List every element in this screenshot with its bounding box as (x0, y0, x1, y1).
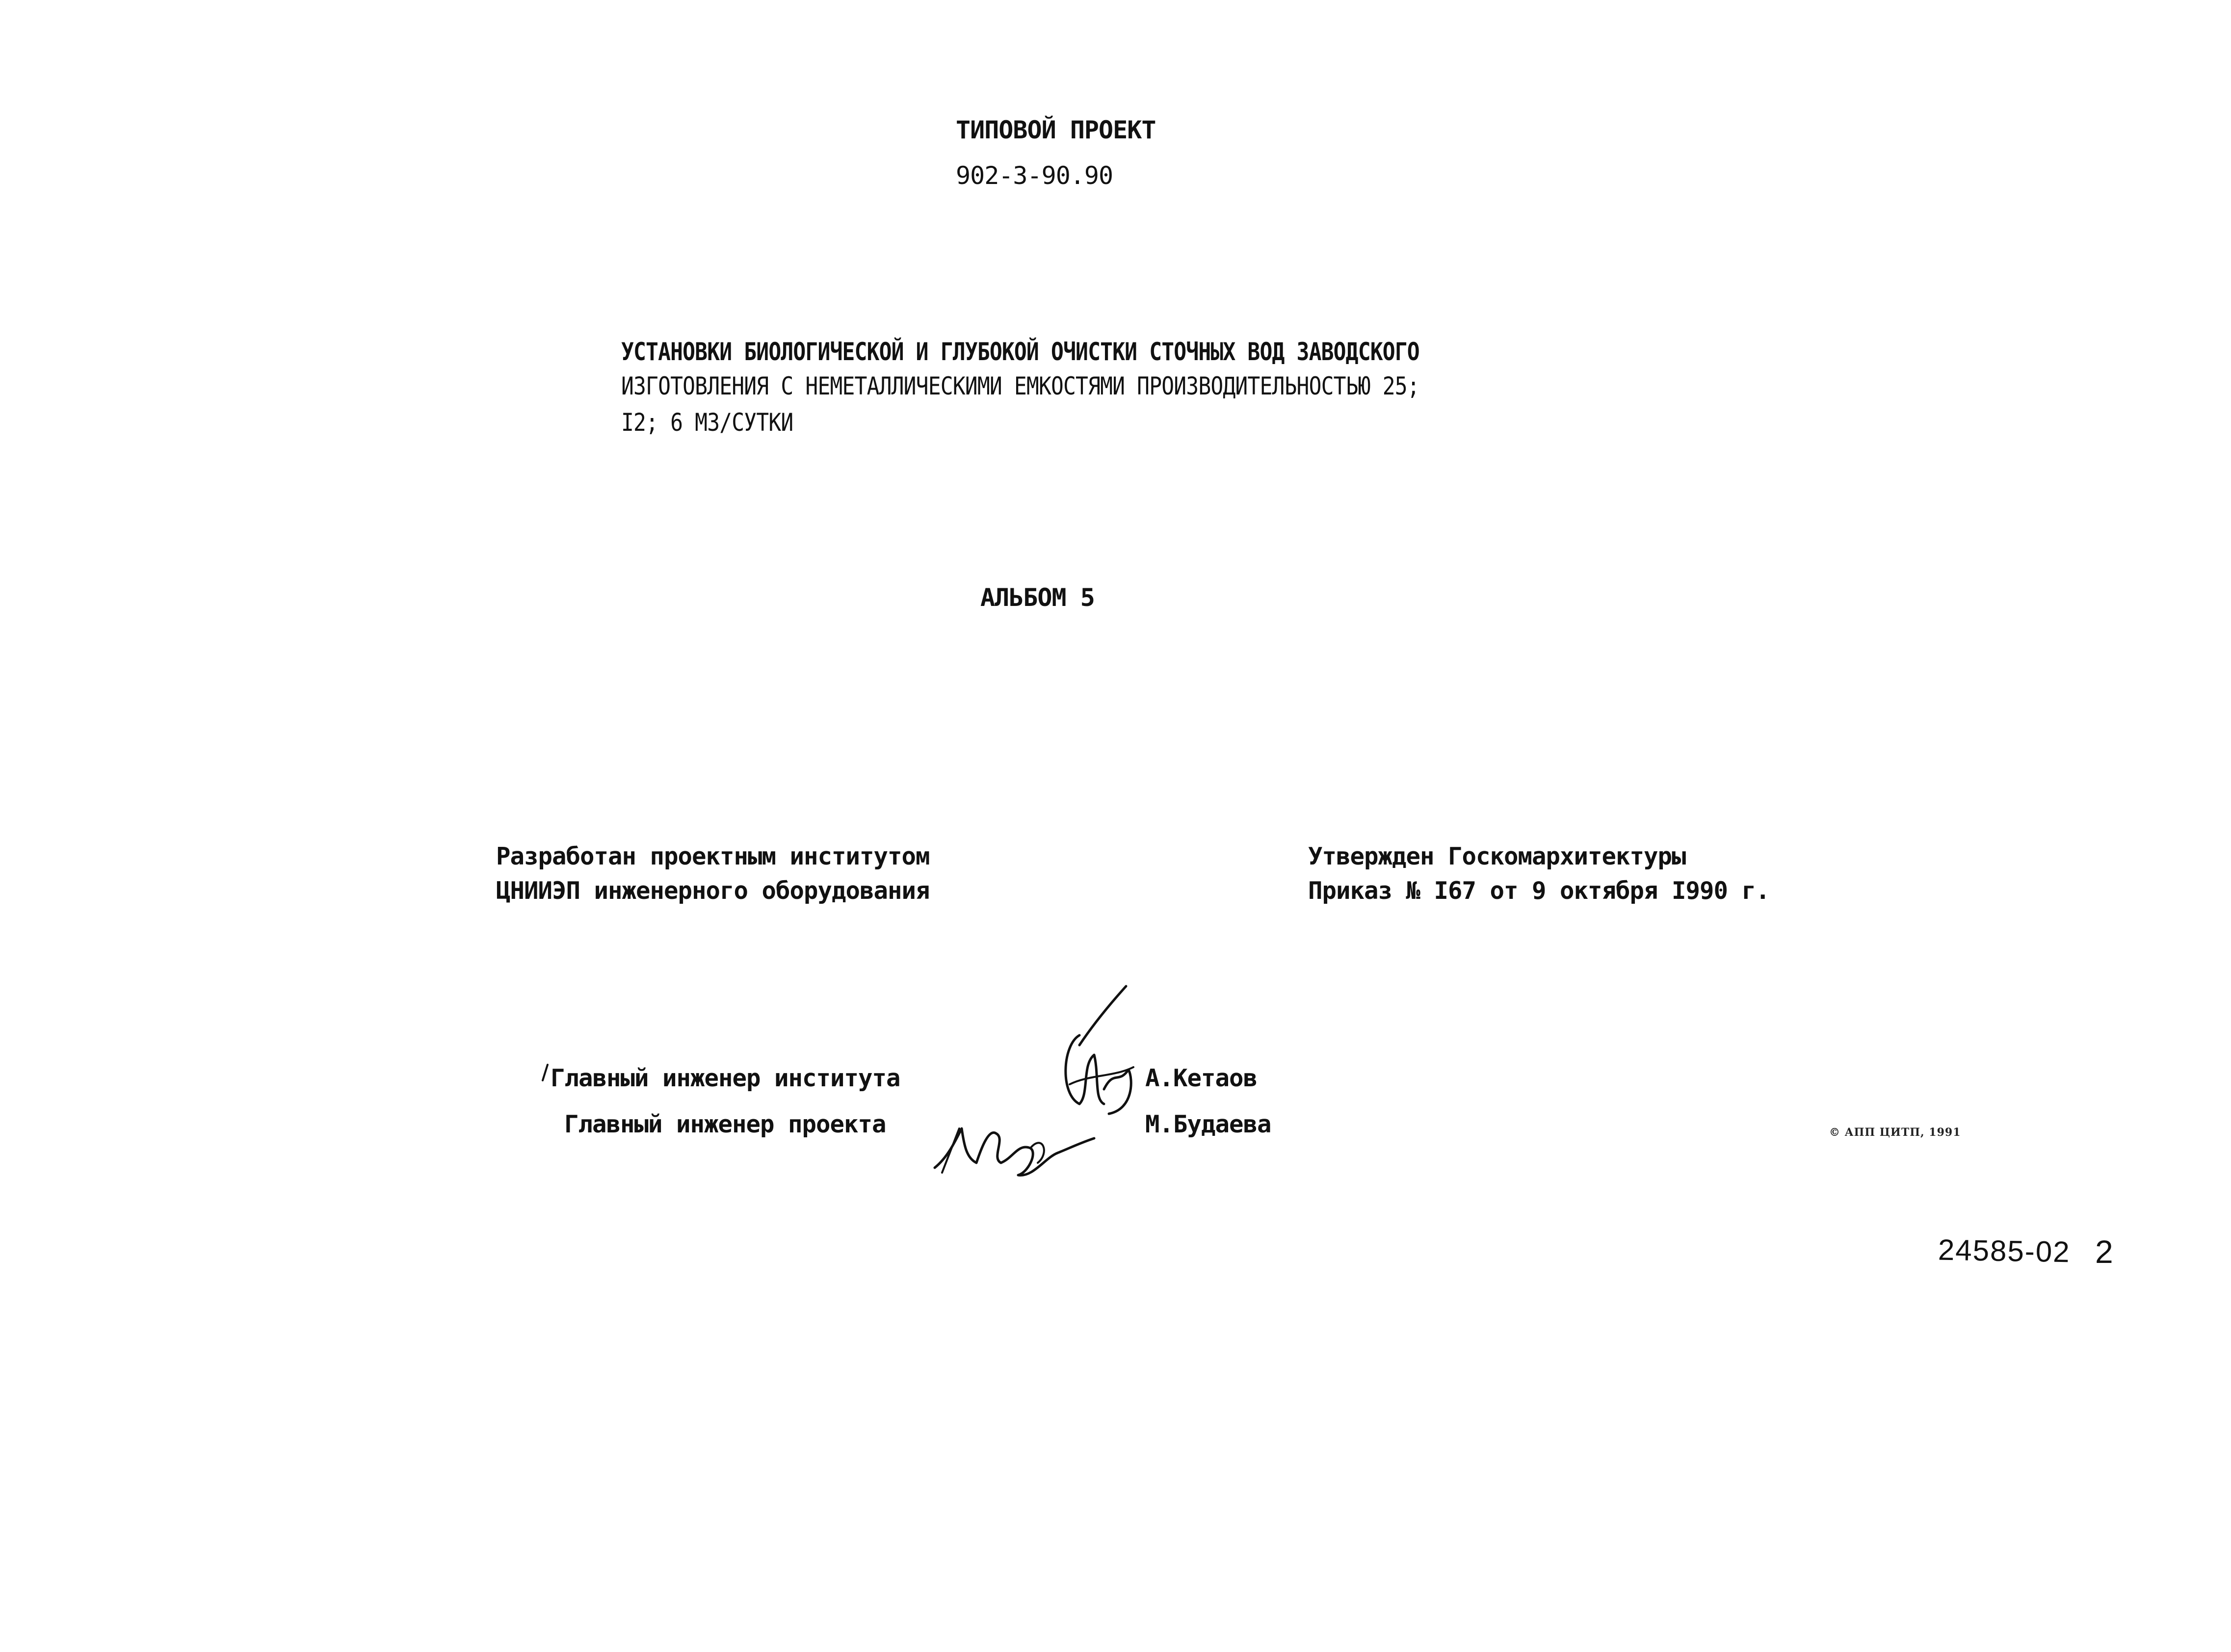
approval-line-2: Приказ № I67 от 9 октября I990 г. (1308, 877, 1770, 905)
project-title-line-1: УСТАНОВКИ БИОЛОГИЧЕСКОЙ И ГЛУБОКОЙ ОЧИСТКИ СТОЧНЫХ ВОД ЗАВОДСКОГО (621, 338, 1419, 366)
copyright-notice: © АПП ЦИТП, 1991 (1829, 1126, 1961, 1139)
document-code: 24585-02 (1938, 1233, 2071, 1269)
approval-line-1: Утвержден Госкомархитектуры (1308, 842, 1686, 870)
signatory-name-1: А.Кетаов (1145, 1064, 1258, 1092)
signatory-name-2: М.Будаева (1145, 1110, 1271, 1138)
developer-line-2: ЦНИИЭП инженерного оборудования (496, 877, 930, 905)
project-title-line-3: I2; 6 М3/СУТКИ (621, 408, 793, 437)
signatory-role-2: Главный инженер проекта (564, 1110, 886, 1138)
project-number: 902-3-90.90 (956, 161, 1113, 190)
sheet-number: 2 (2095, 1233, 2113, 1270)
project-type-heading: ТИПОВОЙ ПРОЕКТ (956, 116, 1156, 144)
signature-image-2 (932, 1099, 1109, 1182)
signatory-role-1: Главный инженер института (551, 1064, 900, 1092)
developer-line-1: Разработан проектным институтом (496, 842, 930, 870)
tick-mark (540, 1064, 550, 1083)
project-title-line-2: ИЗГОТОВЛЕНИЯ С НЕМЕТАЛЛИЧЕСКИМИ ЕМКОСТЯМИ ПРОИЗВОДИТЕЛЬНОСТЬЮ 25; (621, 372, 1419, 400)
album-label: АЛЬБОМ 5 (980, 583, 1095, 612)
